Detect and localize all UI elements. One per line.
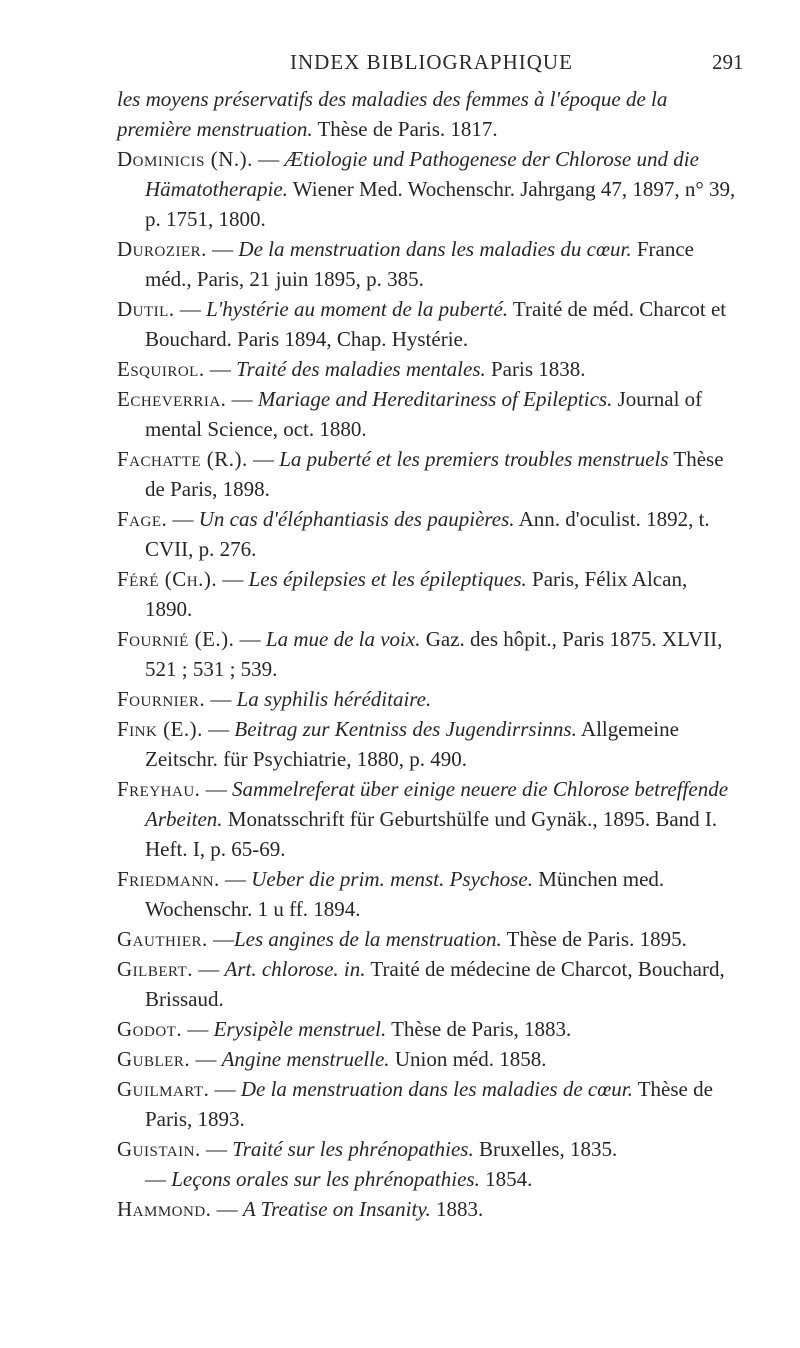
entry-title: Leçons orales sur les phrénopathies.: [171, 1167, 480, 1191]
entry-author: Gubler.: [117, 1047, 191, 1071]
bibliography-entry: Gubler. — Angine menstruelle. Union méd. 1858.: [117, 1047, 547, 1071]
entry-author: Hammond.: [117, 1197, 212, 1221]
bibliography-entry: — Leçons orales sur les phrénopathies. 1854.: [145, 1167, 533, 1191]
bibliography-entry: Gauthier. —Les angines de la menstruation. Thèse de Paris. 1895.: [117, 927, 687, 951]
entry-title: Beitrag zur Kentniss des Jugendirrsinns.: [234, 717, 577, 741]
entry-details: Gaz. des hôpit., Paris 1875. XLVII, 521 ; 531 ; 539.: [145, 627, 723, 681]
bibliography-entry: Freyhau. — Sammelreferat über einige neuere die Chlorose betreffende Arbeiten. Monatsschrift für Geburtshülfe und Gynäk., 1895. Band I. Heft. I, p. 65-69.: [117, 777, 729, 861]
entry-details: München med. Wochenschr. 1 u ff. 1894.: [145, 867, 665, 921]
bibliography-entry: Hammond. — A Treatise on Insanity. 1883.: [117, 1197, 484, 1221]
bibliography-entry: Fournié (E.). — La mue de la voix. Gaz. des hôpit., Paris 1875. XLVII, 521 ; 531 ; 539.: [117, 627, 723, 681]
entry-author: Fink (E.).: [117, 717, 203, 741]
entry-title: Mariage and Hereditariness of Epileptics.: [257, 387, 613, 411]
entry-author: Dominicis (N.).: [117, 147, 253, 171]
entry-title: La syphilis héréditaire.: [236, 687, 432, 711]
entry-details: Thèse de Paris. 1895.: [501, 927, 687, 951]
entry-details: Paris 1838.: [485, 357, 586, 381]
entry-title: Ætiologie und Pathogenese der Chlorose und die Hämatotherapie.: [145, 147, 699, 201]
bibliography-entry: les moyens préservatifs des maladies des femmes à l'époque de la première menstruation. Thèse de Paris. 1817.: [117, 87, 668, 141]
entry-title: Traité sur les phrénopathies.: [232, 1137, 474, 1161]
entry-author: Dutil.: [117, 297, 175, 321]
bibliography-entry: Esquirol. — Traité des maladies mentales. Paris 1838.: [117, 357, 586, 381]
entry-details: Bruxelles, 1835.: [473, 1137, 618, 1161]
entry-details: Monatsschrift für Geburtshülfe und Gynäk., 1895. Band I. Heft. I, p. 65-69.: [145, 807, 718, 861]
entry-details: Thèse de Paris, 1898.: [145, 447, 724, 501]
entry-details: Journal of mental Science, oct. 1880.: [145, 387, 703, 441]
entry-author: Gauthier.: [117, 927, 208, 951]
entry-title: Art. chlorose. in.: [224, 957, 366, 981]
entry-details: Ann. d'oculist. 1892, t. CVII, p. 276.: [145, 507, 710, 561]
entry-details: Thèse de Paris, 1893.: [145, 1077, 713, 1131]
entry-title: L'hystérie au moment de la puberté.: [206, 297, 509, 321]
entry-details: Traité de médecine de Charcot, Bouchard, Brissaud.: [145, 957, 725, 1011]
entry-details: Thèse de Paris, 1883.: [386, 1017, 572, 1041]
entry-details: 1883.: [430, 1197, 484, 1221]
bibliography-entry: Guilmart. — De la menstruation dans les maladies de cœur. Thèse de Paris, 1893.: [117, 1077, 713, 1131]
entry-title: Un cas d'éléphantiasis des paupières.: [198, 507, 515, 531]
entry-title: Ueber die prim. menst. Psychose.: [251, 867, 533, 891]
bibliography-entry: Durozier. — De la menstruation dans les maladies du cœur. France méd., Paris, 21 juin 1895, p. 385.: [117, 237, 694, 291]
entry-author: Féré (Ch.).: [117, 567, 218, 591]
entry-author: Fournier.: [117, 687, 206, 711]
entry-title: Sammelreferat über einige neuere die Chlorose betreffende Arbeiten.: [145, 777, 729, 831]
bibliography-entry: Dutil. — L'hystérie au moment de la puberté. Traité de méd. Charcot et Bouchard. Paris 1894, Chap. Hystérie.: [117, 297, 727, 351]
entry-title: De la menstruation dans les maladies de cœur.: [240, 1077, 633, 1101]
bibliography-list: [0, 84, 800, 1224]
entry-title: Angine menstruelle.: [221, 1047, 390, 1071]
entry-author: Freyhau.: [117, 777, 201, 801]
entry-title: A Treatise on Insanity.: [242, 1197, 431, 1221]
bibliography-entry: Godot. — Erysipèle menstruel. Thèse de Paris, 1883.: [117, 1017, 572, 1041]
entry-details: 1854.: [479, 1167, 533, 1191]
entry-author: Friedmann.: [117, 867, 220, 891]
entry-title: Les angines de la menstruation.: [234, 927, 502, 951]
entry-title: Les épilepsies et les épileptiques.: [248, 567, 527, 591]
bibliography-entry: Fage. — Un cas d'éléphantiasis des paupières. Ann. d'oculist. 1892, t. CVII, p. 276.: [117, 507, 710, 561]
entry-author: Echeverria.: [117, 387, 227, 411]
bibliography-entry: Féré (Ch.). — Les épilepsies et les épileptiques. Paris, Félix Alcan, 1890.: [117, 567, 688, 621]
bibliography-entry: Friedmann. — Ueber die prim. menst. Psychose. München med. Wochenschr. 1 u ff. 1894.: [117, 867, 665, 921]
entry-author: Esquirol.: [117, 357, 205, 381]
bibliography-entry: Guistain. — Traité sur les phrénopathies. Bruxelles, 1835.: [117, 1137, 618, 1161]
entry-title: La mue de la voix.: [265, 627, 421, 651]
entry-details: Paris, Félix Alcan, 1890.: [145, 567, 688, 621]
bibliography-entry: Gilbert. — Art. chlorose. in. Traité de médecine de Charcot, Bouchard, Brissaud.: [117, 957, 725, 1011]
entry-author: Gilbert.: [117, 957, 194, 981]
entry-author: Fage.: [117, 507, 168, 531]
bibliography-entry: Dominicis (N.). — Ætiologie und Pathogenese der Chlorose und die Hämatotherapie. Wiener Med. Wochenschr. Jahrgang 47, 1897, n° 39, p. 1751, 1800.: [117, 147, 736, 231]
entry-title: Traité des maladies mentales.: [236, 357, 486, 381]
bibliography-entry: Echeverria. — Mariage and Hereditariness of Epileptics. Journal of mental Science, oct. 1880.: [117, 387, 703, 441]
entry-author: Fournié (E.).: [117, 627, 235, 651]
bibliography-entry: Fink (E.). — Beitrag zur Kentniss des Jugendirrsinns. Allgemeine Zeitschr. für Psychiatrie, 1880, p. 490.: [117, 717, 679, 771]
bibliography-entry: Fachatte (R.). — La puberté et les premiers troubles menstruels Thèse de Paris, 1898.: [117, 447, 724, 501]
page-number: 291: [712, 50, 744, 74]
entry-details: Wiener Med. Wochenschr. Jahrgang 47, 1897, n° 39, p. 1751, 1800.: [145, 177, 736, 231]
entry-title: Erysipèle menstruel.: [213, 1017, 387, 1041]
entry-details: Union méd. 1858.: [389, 1047, 547, 1071]
entry-author: Guistain.: [117, 1137, 201, 1161]
entry-author: Durozier.: [117, 237, 207, 261]
bibliography-entry: Fournier. — La syphilis héréditaire.: [117, 687, 432, 711]
entry-author: Godot.: [117, 1017, 183, 1041]
entry-author: Fachatte (R.).: [117, 447, 248, 471]
entry-title: La puberté et les premiers troubles menstruels: [279, 447, 669, 471]
entry-details: Allgemeine Zeitschr. für Psychiatrie, 1880, p. 490.: [145, 717, 679, 771]
entry-details: Traité de méd. Charcot et Bouchard. Paris 1894, Chap. Hystérie.: [145, 297, 727, 351]
entry-details: France méd., Paris, 21 juin 1895, p. 385.: [145, 237, 694, 291]
running-title: INDEX BIBLIOGRAPHIQUE: [290, 50, 573, 74]
entry-author: Guilmart.: [117, 1077, 210, 1101]
entry-title: De la menstruation dans les maladies du cœur.: [238, 237, 632, 261]
